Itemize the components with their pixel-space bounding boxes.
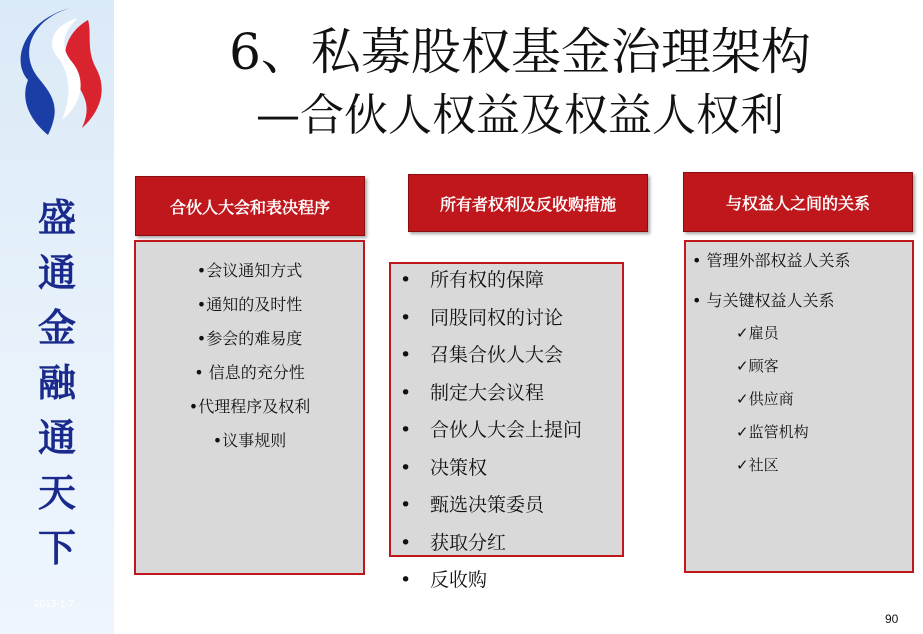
sidebar [0,0,114,634]
list-item: • 甄选决策委员 [400,494,545,516]
list-item: • 获取分红 [400,531,507,554]
header-owner-rights: 所有者权利及反收购措施 [408,174,648,232]
sub-list-item: ✓顾客 [736,357,779,375]
slogan-char: 盛 [37,195,76,240]
list-item: • 召集合伙人大会 [400,344,564,366]
list-item: •通知的及时性 [196,295,303,314]
list-item: • 反收购 [400,569,488,591]
list-item: • 合伙人大会上提问 [400,419,583,441]
list-item: • 制定大会议程 [400,381,545,404]
sub-list-item: ✓供应商 [736,390,794,408]
slide-date: 2013-1-7 [34,599,75,610]
meeting-voting-box [134,240,365,575]
slide-title: 6、私募股权基金治理架构 [229,23,811,81]
list-item: •议事规则 [212,431,287,450]
slogan-char: 融 [37,360,76,405]
list-item: • 同股同权的讨论 [400,306,564,329]
list-item: • 信息的充分性 [194,363,305,382]
company-logo-icon [0,0,114,150]
list-item: • 管理外部权益人关系 [692,251,851,270]
slide-subtitle: —合伙人权益及权益人权利 [256,90,784,141]
vertical-slogan [34,190,80,575]
list-item: • 所有权的保障 [400,269,545,291]
slogan-char: 通 [37,415,76,460]
owner-rights-list [400,262,582,600]
stakeholder-relations-box [684,240,914,573]
list-item: • 决策权 [400,456,488,479]
header-meeting-voting: 合伙人大会和表决程序 [135,176,365,236]
list-item: •会议通知方式 [196,261,303,280]
slogan-char: 下 [37,525,76,570]
sub-list-item: ✓社区 [736,456,779,474]
slogan-char: 通 [37,250,76,295]
header-stakeholder-relations: 与权益人之间的关系 [683,172,913,232]
list-item: • 与关键权益人关系 [692,291,835,310]
sub-list-item: ✓监管机构 [736,423,809,441]
slogan-char: 金 [37,305,76,350]
slogan-char: 天 [37,470,76,515]
page-number: 90 [885,612,899,626]
list-item: •代理程序及权利 [188,397,311,416]
list-item: •参会的难易度 [196,329,303,348]
sub-list-item: ✓雇员 [736,324,779,342]
